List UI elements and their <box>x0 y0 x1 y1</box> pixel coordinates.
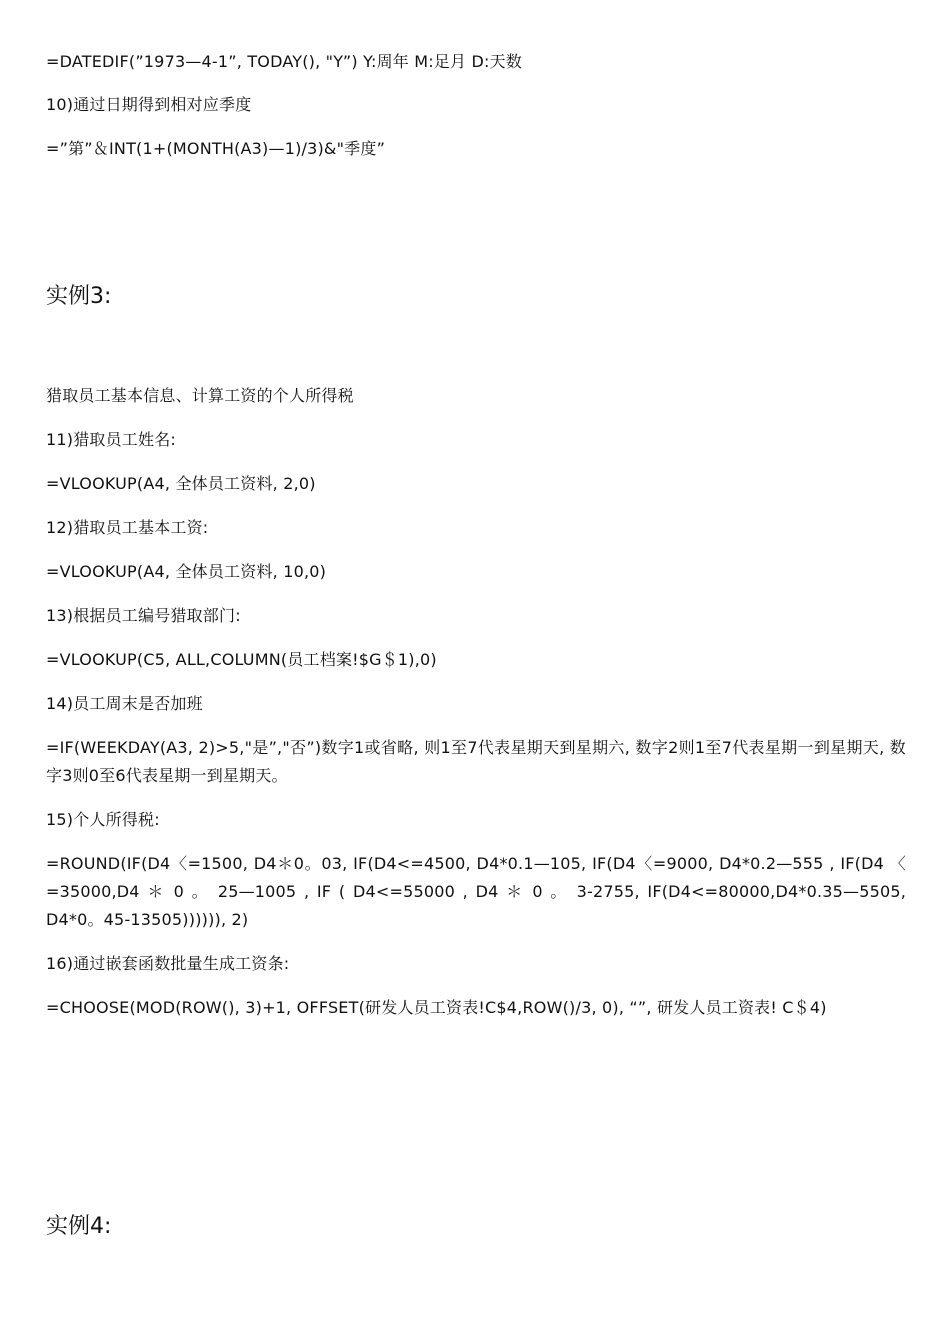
formula-quarter: =”第”＆INT(1+(MONTH(A3)—1)/3)&"季度” <box>46 139 386 158</box>
formula-choose-payslip: =CHOOSE(MOD(ROW(), 3)+1, OFFSET(研发人员工资表!C$4,ROW()/3, 0), “”, 研发人员工资表! C＄4) <box>46 998 827 1017</box>
example-3-description: 猎取员工基本信息、计算工资的个人所得税 <box>46 386 354 405</box>
formula-weekday: =IF(WEEKDAY(A3, 2)>5,"是”,"否”)数字1或省略, 则1至7代表星期天到星期六, 数字2则1至7代表星期一到星期天, 数字3则0至6代表星期一到星期天。 <box>46 738 906 785</box>
item-13-title: 13)根据员工编号猎取部门: <box>46 606 241 625</box>
item-15-title: 15)个人所得税: <box>46 810 160 829</box>
item-16-title: 16)通过嵌套函数批量生成工资条: <box>46 954 290 973</box>
item-11-title: 11)猎取员工姓名: <box>46 430 176 449</box>
formula-vlookup-salary: =VLOOKUP(A4, 全体员工资料, 10,0) <box>46 562 327 581</box>
item-14-title: 14)员工周末是否加班 <box>46 694 203 713</box>
formula-datedif: =DATEDIF(”1973—4-1”, TODAY(), "Y”) Y:周年 M:足月 D:天数 <box>46 52 523 71</box>
item-10-title: 10)通过日期得到相对应季度 <box>46 95 252 114</box>
heading-example-3: 实例3: <box>46 284 112 309</box>
formula-income-tax: =ROUND(IF(D4〈=1500, D4＊0。03, IF(D4<=4500, D4*0.1—105, IF(D4〈=9000, D4*0.2—555 , IF(D4 〈 =35000,D4 ＊ 0 。 25—1005 , IF ( D4<=55000 , D4 ＊ 0 。 3-2755, IF(D4<=80000,D4*0.35—5505, D4*0。45-13505)))))), 2) <box>46 854 906 929</box>
item-12-title: 12)猎取员工基本工资: <box>46 518 209 537</box>
formula-vlookup-department: =VLOOKUP(C5, ALL,COLUMN(员工档案!$G＄1),0) <box>46 650 437 669</box>
formula-vlookup-name: =VLOOKUP(A4, 全体员工资料, 2,0) <box>46 474 316 493</box>
heading-example-4: 实例4: <box>46 1214 112 1239</box>
